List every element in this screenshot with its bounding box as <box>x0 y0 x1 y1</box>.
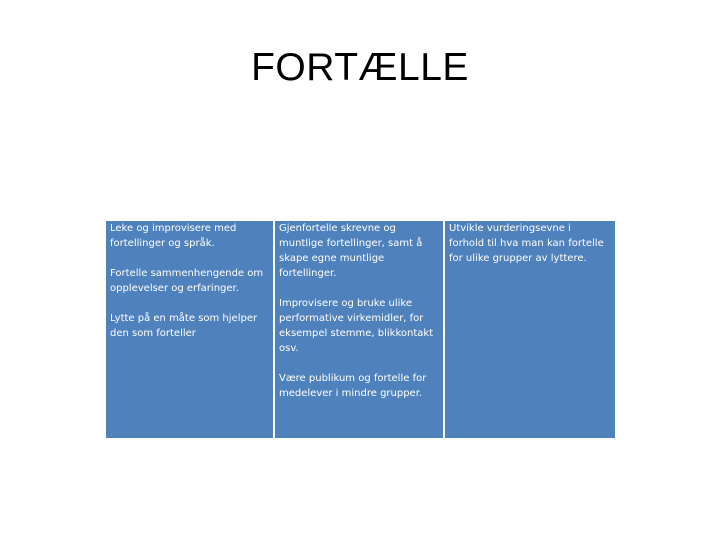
goals-column-1 <box>106 221 273 438</box>
goal-item: Lytte på en måte som hjelper den som forteller <box>110 313 258 339</box>
slide-title: FORTÆLLE <box>251 46 469 89</box>
goal-item: Fortelle sammenhengende om opplevelser og erfaringer. <box>110 268 264 294</box>
goal-item: Være publikum og fortelle for medelever i mindre grupper. <box>279 373 427 399</box>
goals-column-2 <box>275 221 443 438</box>
goal-item: Improvisere og bruke ulike performative virkemidler, for eksempel stemme, blikkontakt osv. <box>279 298 434 354</box>
goal-item: Leke og improvisere med fortellinger og språk. <box>110 223 237 249</box>
goals-column-3 <box>445 221 615 438</box>
goals-grid <box>106 221 615 438</box>
goal-item: Utvikle vurderingsevne i forhold til hva man kan fortelle for ulike grupper av lyttere. <box>449 223 604 264</box>
goal-item: Gjenfortelle skrevne og muntlige fortellinger, samt å skape egne muntlige fortellinger. <box>279 223 423 279</box>
